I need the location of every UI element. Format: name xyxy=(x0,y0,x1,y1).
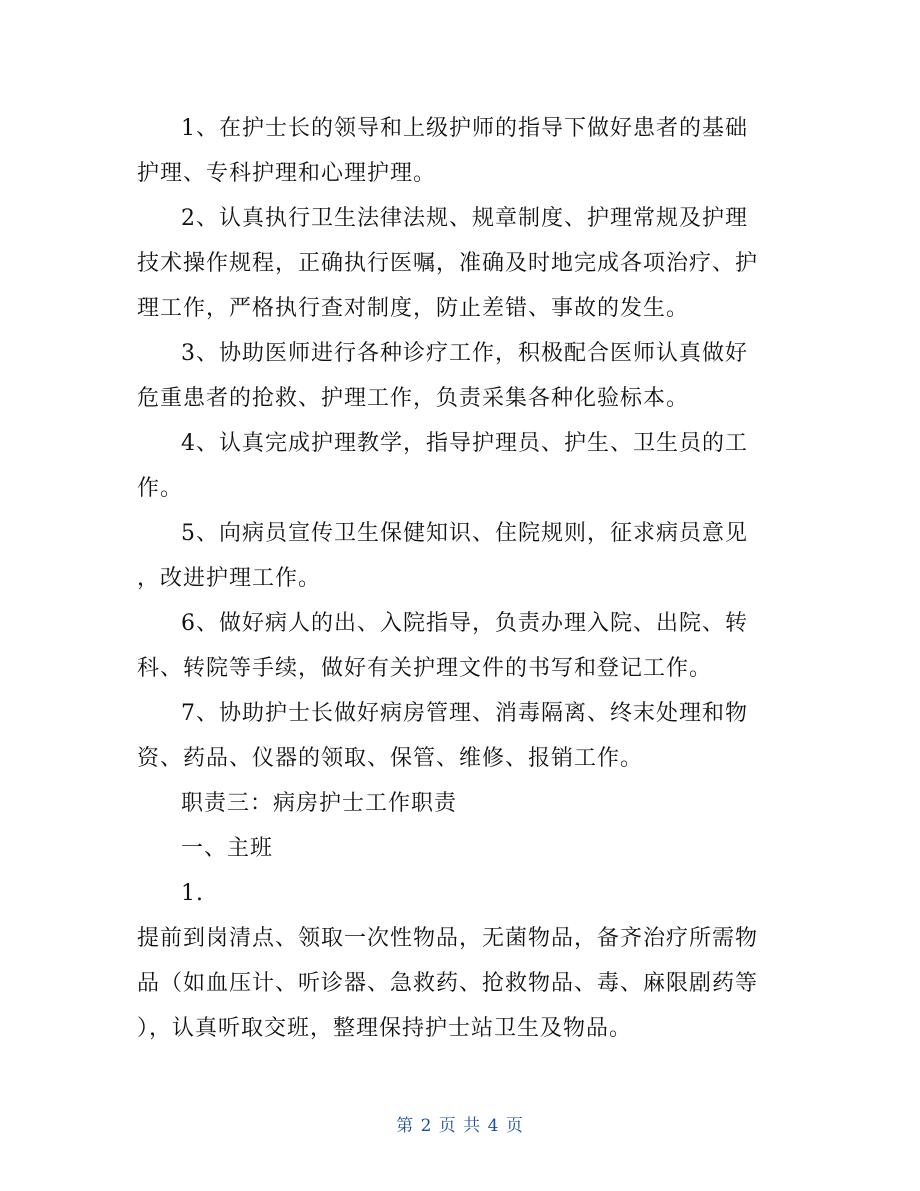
paragraph-1-line-2: 护理、专科护理和心理护理。 xyxy=(137,161,437,186)
item-text-line-2: 品（如血压计、听诊器、急救药、抢救物品、毒、麻限剧药等 xyxy=(137,971,759,996)
paragraph-5-line-1: 5、向病员宣传卫生保健知识、住院规则，征求病员意见 xyxy=(181,521,748,546)
paragraph-6-line-1: 6、做好病人的出、入院指导，负责办理入院、出院、转 xyxy=(181,611,748,636)
item-text-line-3: ），认真听取交班，整理保持护士站卫生及物品。 xyxy=(137,1016,633,1041)
document-body xyxy=(137,106,787,1051)
paragraph-6-line-2: 科、转院等手续，做好有关护理文件的书写和登记工作。 xyxy=(137,656,713,681)
paragraph-2-line-2: 技术操作规程，正确执行医嘱，准确及时地完成各项治疗、护 xyxy=(137,251,759,276)
paragraph-3-line-1: 3、协助医师进行各种诊疗工作，积极配合医师认真做好 xyxy=(181,341,748,366)
paragraph-4-line-1: 4、认真完成护理教学，指导护理员、护生、卫生员的工 xyxy=(181,431,748,456)
item-text-line-1: 提前到岗清点、领取一次性物品，无菌物品，备齐治疗所需物 xyxy=(137,926,759,951)
paragraph-5-line-2: ，改进护理工作。 xyxy=(137,566,322,591)
paragraph-7-line-1: 7、协助护士长做好病房管理、消毒隔离、终末处理和物 xyxy=(181,701,748,726)
paragraph-1-line-1: 1、在护士长的领导和上级护师的指导下做好患者的基础 xyxy=(181,116,748,141)
paragraph-2-line-3: 理工作，严格执行查对制度，防止差错、事故的发生。 xyxy=(137,296,690,321)
page-number-footer: 第 2 页 共 4 页 xyxy=(396,1116,524,1136)
paragraph-3-line-2: 危重患者的抢救、护理工作，负责采集各种化验标本。 xyxy=(137,386,690,411)
subsection-heading: 一、主班 xyxy=(181,836,274,861)
item-number: 1. xyxy=(181,881,204,906)
paragraph-7-line-2: 资、药品、仪器的领取、保管、维修、报销工作。 xyxy=(137,746,644,771)
paragraph-4-line-2: 作。 xyxy=(137,476,184,501)
paragraph-2-line-1: 2、认真执行卫生法律法规、规章制度、护理常规及护理 xyxy=(181,206,748,231)
section-heading: 职责三：病房护士工作职责 xyxy=(181,791,458,816)
